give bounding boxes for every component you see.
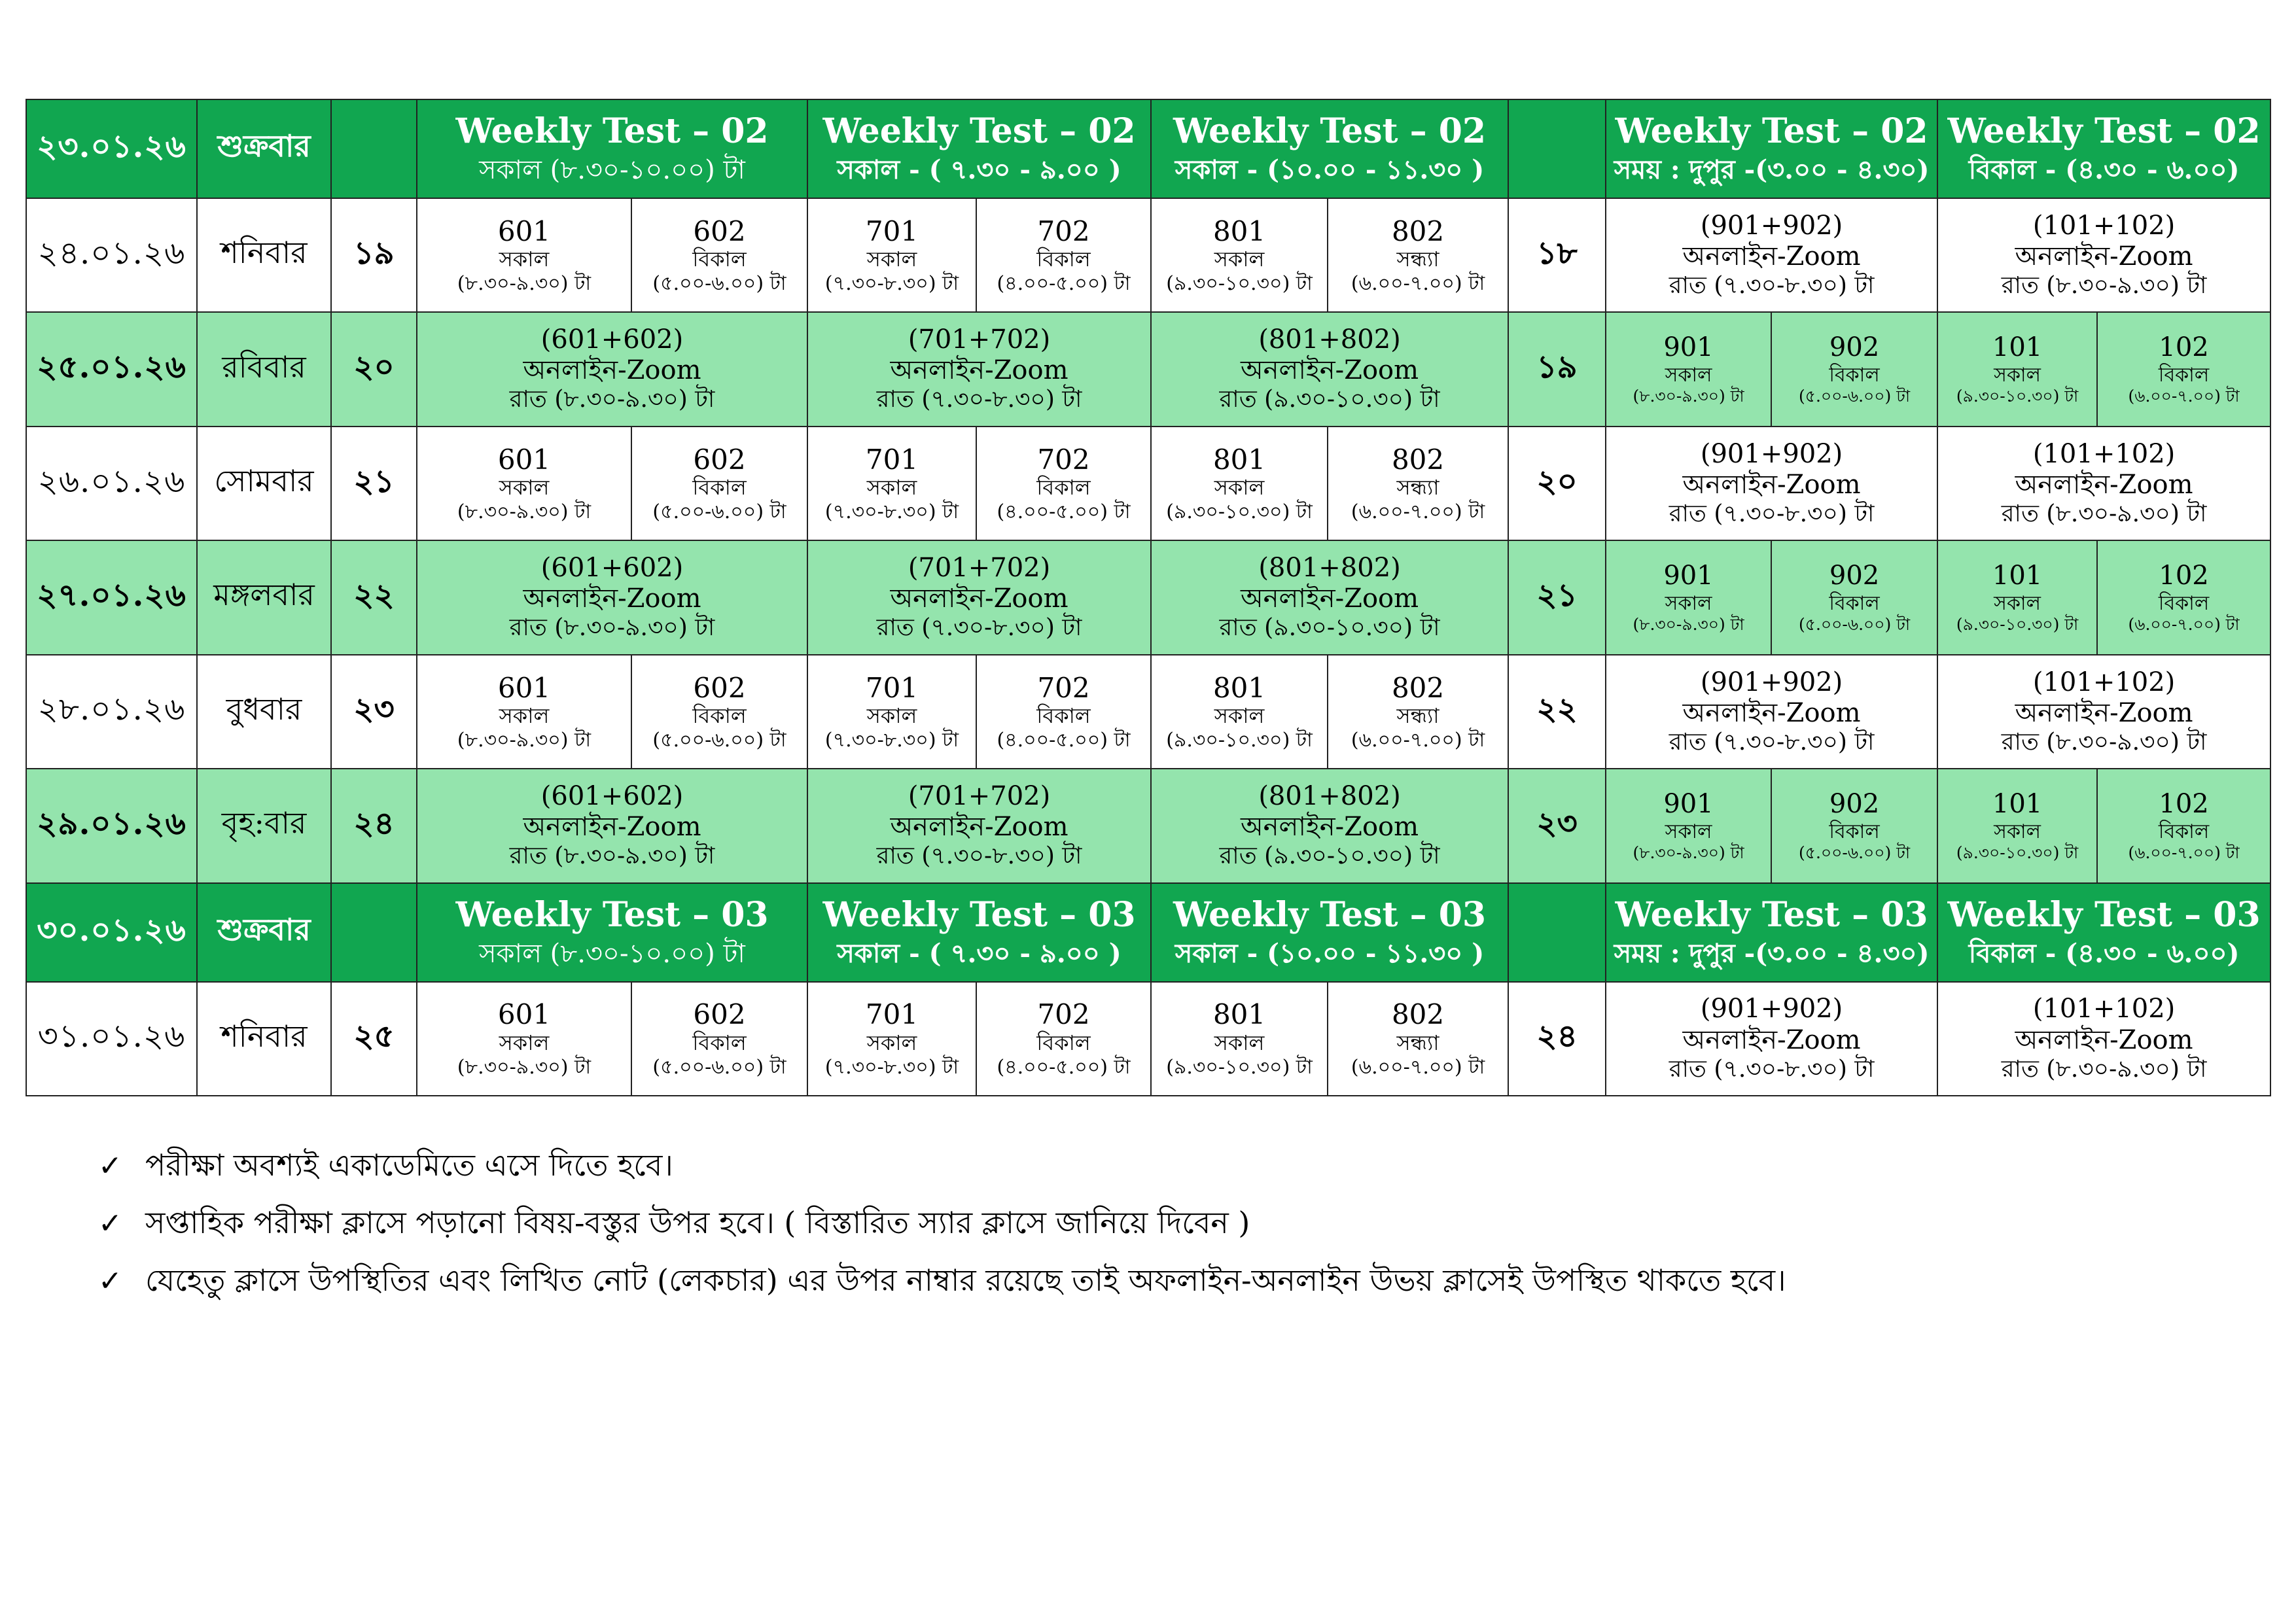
class-mode: অনলাইন-Zoom: [523, 584, 701, 614]
session-cell: [1328, 982, 1508, 1096]
session-time: (৪.০০-৫.০০) টা: [997, 1055, 1131, 1079]
zoom-cell: [1151, 312, 1508, 426]
class-mode: অনলাইন-Zoom: [2015, 1024, 2193, 1055]
class-number-cell: ২৫: [331, 982, 417, 1096]
class-number-cell: [331, 883, 417, 982]
day-cell: সোমবার: [197, 427, 331, 540]
session-label: সন্ধ্যা: [1396, 703, 1439, 729]
batch-code: 702: [1037, 443, 1090, 476]
session-time: (৬.০০-৭.০০) টা: [1351, 728, 1485, 752]
session-cell: [631, 982, 807, 1096]
session-cell: [2097, 312, 2270, 426]
class-number-cell: ২০: [1508, 427, 1606, 540]
batch-code: (101+102): [2032, 210, 2176, 241]
batch-code: 801: [1212, 443, 1266, 476]
session-cell: [1151, 427, 1328, 540]
batch-code: 801: [1212, 215, 1266, 247]
session-time: (৭.৩০-৮.৩০) টা: [824, 728, 959, 752]
class-number-cell: [331, 99, 417, 198]
session-time: (৬.০০-৭.০০) টা: [2128, 387, 2240, 406]
class-number-cell: ২৪: [331, 769, 417, 882]
batch-code: 802: [1391, 215, 1445, 247]
date-cell: ২৯.০১.২৬: [26, 769, 197, 882]
session-time: (৬.০০-৭.০০) টা: [1351, 500, 1485, 523]
session-label: বিকাল: [1036, 703, 1091, 729]
weekly-test-block: [1606, 99, 1937, 198]
date-cell: ২৮.০১.২৬: [26, 655, 197, 769]
session-label: বিকাল: [2158, 363, 2210, 387]
class-mode: অনলাইন-Zoom: [890, 812, 1069, 843]
session-cell: [1771, 312, 1937, 426]
session-label: বিকাল: [1829, 820, 1880, 843]
instruction-text: সপ্তাহিক পরীক্ষা ক্লাসে পড়ানো বিষয়-বস্তুর উপর হবে। ( বিস্তারিত স্যার ক্লাসে জানিয়ে দিবেন ): [145, 1205, 1250, 1240]
session-time: রাত (৭.৩০-৮.৩০) টা: [876, 614, 1082, 642]
day-cell: শুক্রবার: [197, 99, 331, 198]
session-time: (৮.৩০-৯.৩০) টা: [457, 271, 592, 295]
session-cell: [417, 655, 631, 769]
batch-code: 601: [497, 998, 551, 1031]
weekly-test-title: Weekly Test – 02: [1947, 111, 2261, 152]
zoom-cell: [1151, 769, 1508, 882]
session-label: বিকাল: [692, 703, 747, 729]
session-label: বিকাল: [2158, 820, 2210, 843]
weekly-test-time: সকাল - (১০.০০ - ১১.৩০ ): [1174, 154, 1485, 186]
session-cell: [417, 982, 631, 1096]
check-mark-icon: ✓: [98, 1265, 122, 1298]
session-cell: [1606, 312, 1771, 426]
session-time: (৫.০০-৬.০০) টা: [1798, 843, 1911, 862]
session-time: (৯.৩০-১০.৩০) টা: [1166, 1055, 1313, 1079]
class-mode: অনলাইন-Zoom: [890, 584, 1069, 614]
session-cell: [976, 198, 1151, 312]
batch-code: (601+602): [540, 553, 684, 584]
session-time: (৬.০০-৭.০০) টা: [1351, 271, 1485, 295]
session-cell: [417, 198, 631, 312]
session-label: সকাল: [499, 1030, 550, 1055]
batch-code: 701: [865, 998, 919, 1031]
instruction-item: [98, 1195, 1786, 1252]
batch-code: (901+902): [1700, 210, 1843, 241]
weekly-test-block: [807, 99, 1151, 198]
session-cell: [807, 655, 976, 769]
session-label: সকাল: [866, 475, 917, 500]
weekly-test-block: [1151, 99, 1508, 198]
class-mode: অনলাইন-Zoom: [2015, 697, 2193, 728]
session-cell: [1151, 198, 1328, 312]
session-time: (৫.০০-৬.০০) টা: [652, 1055, 786, 1079]
session-cell: [1937, 769, 2097, 882]
weekly-test-time: সকাল - (১০.০০ - ১১.৩০ ): [1174, 938, 1485, 969]
batch-code: (701+702): [908, 781, 1051, 812]
batch-code: 802: [1391, 998, 1445, 1031]
session-cell: [1771, 769, 1937, 882]
day-cell: মঙ্গলবার: [197, 540, 331, 654]
batch-code: 601: [497, 443, 551, 476]
session-time: রাত (৮.৩০-৯.৩০) টা: [509, 843, 715, 870]
session-label: সকাল: [499, 475, 550, 500]
session-label: বিকাল: [1036, 1030, 1091, 1055]
session-cell: [631, 198, 807, 312]
weekly-test-time: সময় : দুপুর -(৩.০০ - ৪.৩০): [1614, 938, 1930, 969]
weekly-test-block: [1606, 883, 1937, 982]
zoom-cell: [417, 312, 807, 426]
check-mark-icon: ✓: [98, 1149, 122, 1183]
session-time: (৯.৩০-১০.৩০) টা: [1166, 271, 1313, 295]
weekly-test-row: [26, 883, 2270, 982]
batch-code: 701: [865, 215, 919, 247]
session-cell: [2097, 769, 2270, 882]
session-time: রাত (৯.৩০-১০.৩০) টা: [1219, 386, 1440, 413]
session-label: সকাল: [1665, 820, 1712, 843]
batch-code: 102: [2159, 561, 2209, 591]
batch-code: 901: [1663, 561, 1714, 591]
weekly-test-title: Weekly Test – 03: [1947, 895, 2261, 935]
session-cell: [976, 982, 1151, 1096]
batch-code: 102: [2159, 332, 2209, 363]
class-mode: অনলাইন-Zoom: [890, 355, 1069, 386]
session-label: সকাল: [1994, 363, 2041, 387]
session-time: (৪.০০-৫.০০) টা: [997, 728, 1131, 752]
batch-code: (801+802): [1258, 553, 1401, 584]
day-cell: বৃহ:বার: [197, 769, 331, 882]
session-label: সকাল: [1214, 703, 1265, 729]
batch-code: (901+902): [1700, 994, 1843, 1024]
instructions-list: [98, 1137, 1786, 1310]
batch-code: (801+802): [1258, 324, 1401, 355]
zoom-cell: [417, 540, 807, 654]
weekly-test-title: Weekly Test – 03: [1173, 895, 1487, 935]
session-time: (৯.৩০-১০.৩০) টা: [1166, 500, 1313, 523]
day-cell: রবিবার: [197, 312, 331, 426]
session-cell: [1151, 655, 1328, 769]
batch-code: 801: [1212, 671, 1266, 704]
weekly-test-block: [417, 99, 807, 198]
session-time: রাত (৮.৩০-৯.৩০) টা: [509, 386, 715, 413]
session-time: (৮.৩০-৯.৩০) টা: [1633, 615, 1744, 635]
weekly-test-title: Weekly Test – 02: [822, 111, 1136, 152]
weekly-test-time: বিকাল - (৪.৩০ - ৬.০০): [1968, 938, 2240, 969]
session-time: রাত (৮.৩০-৯.৩০) টা: [2001, 500, 2207, 527]
weekly-test-time: বিকাল - (৪.৩০ - ৬.০০): [1968, 154, 2240, 186]
session-time: রাত (৭.৩০-৮.৩০) টা: [1669, 1055, 1875, 1083]
session-label: বিকাল: [1036, 475, 1091, 500]
session-cell: [417, 427, 631, 540]
online-class-row: [26, 769, 2270, 882]
class-number-cell: ২২: [331, 540, 417, 654]
batch-code: 602: [693, 998, 746, 1031]
weekly-test-row: [26, 99, 2270, 198]
batch-code: 101: [1992, 561, 2043, 591]
session-label: সকাল: [866, 703, 917, 729]
instruction-item: [98, 1252, 1786, 1310]
batch-code: 902: [1829, 789, 1880, 820]
session-time: (৭.৩০-৮.৩০) টা: [824, 500, 959, 523]
batch-code: 702: [1037, 671, 1090, 704]
weekly-test-block: [1937, 883, 2270, 982]
batch-code: 802: [1391, 671, 1445, 704]
session-cell: [1606, 540, 1771, 654]
weekly-test-block: [1937, 99, 2270, 198]
session-time: (৪.০০-৫.০০) টা: [997, 271, 1131, 295]
zoom-cell: [1606, 198, 1937, 312]
session-time: (৫.০০-৬.০০) টা: [652, 500, 786, 523]
class-number-cell: [1508, 883, 1606, 982]
session-time: রাত (৭.৩০-৮.৩০) টা: [1669, 500, 1875, 527]
session-cell: [631, 427, 807, 540]
instruction-text: যেহেতু ক্লাসে উপস্থিতির এবং লিখিত নোট (লেকচার) এর উপর নাম্বার রয়েছে তাই অফলাইন-অনলাইন উভয় ক্লাসেই উপস্থিত থাকতে হবে।: [145, 1263, 1786, 1298]
session-time: (৯.৩০-১০.৩০) টা: [1956, 615, 2079, 635]
class-number-cell: ২০: [331, 312, 417, 426]
weekly-test-title: Weekly Test – 03: [1615, 895, 1928, 935]
session-cell: [1328, 427, 1508, 540]
batch-code: 902: [1829, 561, 1880, 591]
session-label: সকাল: [1665, 591, 1712, 615]
offline-class-row: [26, 655, 2270, 769]
zoom-cell: [1606, 427, 1937, 540]
session-cell: [631, 655, 807, 769]
schedule-body: [26, 99, 2270, 1096]
session-time: রাত (৭.৩০-৮.৩০) টা: [876, 386, 1082, 413]
session-time: (৮.৩০-৯.৩০) টা: [1633, 843, 1744, 862]
batch-code: (901+902): [1700, 667, 1843, 697]
batch-code: 701: [865, 671, 919, 704]
session-label: বিকাল: [1036, 247, 1091, 272]
weekly-test-time: সকাল (৮.৩০-১০.০০) টা: [479, 155, 745, 186]
batch-code: (101+102): [2032, 667, 2176, 697]
batch-code: 101: [1992, 332, 2043, 363]
batch-code: 602: [693, 215, 746, 247]
zoom-cell: [417, 769, 807, 882]
session-time: (৬.০০-৭.০০) টা: [2128, 843, 2240, 862]
session-time: রাত (৭.৩০-৮.৩০) টা: [876, 843, 1082, 870]
day-cell: শনিবার: [197, 982, 331, 1096]
class-number-cell: ২১: [1508, 540, 1606, 654]
weekly-test-title: Weekly Test – 02: [1615, 111, 1928, 152]
session-time: (৫.০০-৬.০০) টা: [1798, 615, 1911, 635]
session-cell: [976, 655, 1151, 769]
session-time: (৫.০০-৬.০০) টা: [1798, 387, 1911, 406]
class-number-cell: ২৪: [1508, 982, 1606, 1096]
session-time: রাত (৮.৩০-৯.৩০) টা: [2001, 1055, 2207, 1083]
session-label: বিকাল: [692, 475, 747, 500]
zoom-cell: [807, 312, 1151, 426]
class-mode: অনলাইন-Zoom: [2015, 469, 2193, 500]
class-mode: অনলাইন-Zoom: [523, 355, 701, 386]
date-cell: ২৭.০১.২৬: [26, 540, 197, 654]
class-number-cell: ২৩: [1508, 769, 1606, 882]
session-label: সন্ধ্যা: [1396, 247, 1439, 272]
session-label: সকাল: [1994, 591, 2041, 615]
batch-code: 601: [497, 671, 551, 704]
batch-code: 801: [1212, 998, 1266, 1031]
session-time: (৪.০০-৫.০০) টা: [997, 500, 1131, 523]
session-cell: [807, 982, 976, 1096]
weekly-test-time: সকাল (৮.৩০-১০.০০) টা: [479, 939, 745, 969]
session-time: রাত (৮.৩০-৯.৩০) টা: [2001, 728, 2207, 756]
date-cell: ২৫.০১.২৬: [26, 312, 197, 426]
instruction-item: [98, 1137, 1786, 1195]
batch-code: (601+602): [540, 781, 684, 812]
session-time: (৭.৩০-৮.৩০) টা: [824, 271, 959, 295]
session-time: (৯.৩০-১০.৩০) টা: [1166, 728, 1313, 752]
session-label: সকাল: [1665, 363, 1712, 387]
session-label: সন্ধ্যা: [1396, 1030, 1439, 1055]
session-cell: [1606, 769, 1771, 882]
weekly-test-block: [807, 883, 1151, 982]
session-cell: [1328, 655, 1508, 769]
date-cell: ২৪.০১.২৬: [26, 198, 197, 312]
day-cell: শুক্রবার: [197, 883, 331, 982]
zoom-cell: [1606, 982, 1937, 1096]
zoom-cell: [807, 540, 1151, 654]
session-time: (৮.৩০-৯.৩০) টা: [457, 728, 592, 752]
zoom-cell: [1937, 982, 2270, 1096]
batch-code: 702: [1037, 998, 1090, 1031]
session-time: (৮.৩০-৯.৩০) টা: [457, 500, 592, 523]
weekly-test-title: Weekly Test – 03: [455, 895, 769, 935]
session-cell: [2097, 540, 2270, 654]
session-label: সকাল: [1214, 475, 1265, 500]
session-label: সকাল: [1994, 820, 2041, 843]
session-label: সকাল: [866, 247, 917, 272]
weekly-test-title: Weekly Test – 03: [822, 895, 1136, 935]
class-mode: অনলাইন-Zoom: [1241, 355, 1419, 386]
weekly-test-time: সকাল - ( ৭.৩০ - ৯.০০ ): [837, 938, 1122, 969]
session-cell: [1771, 540, 1937, 654]
day-cell: বুধবার: [197, 655, 331, 769]
session-cell: [807, 427, 976, 540]
class-number-cell: ২২: [1508, 655, 1606, 769]
weekly-test-title: Weekly Test – 02: [455, 111, 769, 152]
session-cell: [976, 427, 1151, 540]
zoom-cell: [1606, 655, 1937, 769]
session-time: (৮.৩০-৯.৩০) টা: [457, 1055, 592, 1079]
class-number-cell: ২৩: [331, 655, 417, 769]
class-mode: অনলাইন-Zoom: [1241, 584, 1419, 614]
session-label: বিকাল: [692, 247, 747, 272]
session-cell: [1937, 540, 2097, 654]
class-mode: অনলাইন-Zoom: [1682, 469, 1861, 500]
session-time: রাত (৮.৩০-৯.৩০) টা: [2001, 271, 2207, 299]
class-mode: অনলাইন-Zoom: [1682, 1024, 1861, 1055]
session-time: (৭.৩০-৮.৩০) টা: [824, 1055, 959, 1079]
batch-code: 601: [497, 215, 551, 247]
session-time: (৯.৩০-১০.৩০) টা: [1956, 387, 2079, 406]
session-time: রাত (৭.৩০-৮.৩০) টা: [1669, 271, 1875, 299]
check-mark-icon: ✓: [98, 1207, 122, 1240]
weekly-test-block: [417, 883, 807, 982]
zoom-cell: [1937, 427, 2270, 540]
class-number-cell: ২১: [331, 427, 417, 540]
batch-code: (101+102): [2032, 438, 2176, 469]
session-time: (৯.৩০-১০.৩০) টা: [1956, 843, 2079, 862]
class-mode: অনলাইন-Zoom: [1682, 697, 1861, 728]
batch-code: (801+802): [1258, 781, 1401, 812]
session-time: (৫.০০-৬.০০) টা: [652, 728, 786, 752]
session-time: (৮.৩০-৯.৩০) টা: [1633, 387, 1744, 406]
batch-code: (901+902): [1700, 438, 1843, 469]
batch-code: 901: [1663, 789, 1714, 820]
batch-code: 102: [2159, 789, 2209, 820]
zoom-cell: [807, 769, 1151, 882]
session-time: রাত (৯.৩০-১০.৩০) টা: [1219, 843, 1440, 870]
class-mode: অনলাইন-Zoom: [1682, 241, 1861, 271]
session-label: সন্ধ্যা: [1396, 475, 1439, 500]
class-mode: অনলাইন-Zoom: [1241, 812, 1419, 843]
session-label: সকাল: [499, 703, 550, 729]
online-class-row: [26, 540, 2270, 654]
session-label: বিকাল: [2158, 591, 2210, 615]
class-number-cell: [1508, 99, 1606, 198]
instruction-text: পরীক্ষা অবশ্যই একাডেমিতে এসে দিতে হবে।: [145, 1147, 673, 1183]
batch-code: 802: [1391, 443, 1445, 476]
class-number-cell: ১৯: [1508, 312, 1606, 426]
session-time: (৬.০০-৭.০০) টা: [1351, 1055, 1485, 1079]
date-cell: ২৬.০১.২৬: [26, 427, 197, 540]
batch-code: 901: [1663, 332, 1714, 363]
date-cell: ৩০.০১.২৬: [26, 883, 197, 982]
batch-code: 602: [693, 671, 746, 704]
zoom-cell: [1151, 540, 1508, 654]
offline-class-row: [26, 198, 2270, 312]
batch-code: (601+602): [540, 324, 684, 355]
day-cell: শনিবার: [197, 198, 331, 312]
batch-code: 602: [693, 443, 746, 476]
batch-code: 702: [1037, 215, 1090, 247]
session-time: রাত (৮.৩০-৯.৩০) টা: [509, 614, 715, 642]
class-number-cell: ১৮: [1508, 198, 1606, 312]
zoom-cell: [1937, 198, 2270, 312]
session-label: সকাল: [1214, 247, 1265, 272]
offline-class-row: [26, 427, 2270, 540]
class-number-cell: ১৯: [331, 198, 417, 312]
batch-code: 902: [1829, 332, 1880, 363]
date-cell: ২৩.০১.২৬: [26, 99, 197, 198]
session-label: সকাল: [1214, 1030, 1265, 1055]
batch-code: (701+702): [908, 553, 1051, 584]
session-cell: [1328, 198, 1508, 312]
class-schedule-table: [26, 99, 2271, 1096]
online-class-row: [26, 312, 2270, 426]
batch-code: 101: [1992, 789, 2043, 820]
weekly-test-title: Weekly Test – 02: [1173, 111, 1487, 152]
session-time: (৫.০০-৬.০০) টা: [652, 271, 786, 295]
session-label: বিকাল: [1829, 363, 1880, 387]
class-mode: অনলাইন-Zoom: [523, 812, 701, 843]
session-time: রাত (৯.৩০-১০.৩০) টা: [1219, 614, 1440, 642]
weekly-test-block: [1151, 883, 1508, 982]
session-label: সকাল: [499, 247, 550, 272]
batch-code: (701+702): [908, 324, 1051, 355]
session-time: রাত (৭.৩০-৮.৩০) টা: [1669, 728, 1875, 756]
weekly-test-time: সকাল - ( ৭.৩০ - ৯.০০ ): [837, 154, 1122, 186]
batch-code: (101+102): [2032, 994, 2176, 1024]
session-label: সকাল: [866, 1030, 917, 1055]
session-time: (৬.০০-৭.০০) টা: [2128, 615, 2240, 635]
weekly-test-time: সময় : দুপুর -(৩.০০ - ৪.৩০): [1614, 154, 1930, 186]
session-cell: [1151, 982, 1328, 1096]
date-cell: ৩১.০১.২৬: [26, 982, 197, 1096]
session-cell: [1937, 312, 2097, 426]
session-label: বিকাল: [1829, 591, 1880, 615]
class-mode: অনলাইন-Zoom: [2015, 241, 2193, 271]
zoom-cell: [1937, 655, 2270, 769]
session-label: বিকাল: [692, 1030, 747, 1055]
batch-code: 701: [865, 443, 919, 476]
offline-class-row: [26, 982, 2270, 1096]
session-cell: [807, 198, 976, 312]
